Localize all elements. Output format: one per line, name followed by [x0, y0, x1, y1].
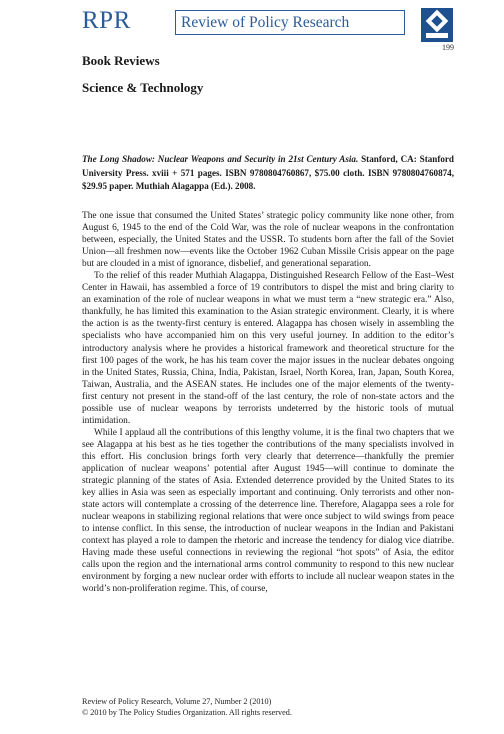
- book-citation: [82, 153, 454, 194]
- page-footer: [82, 696, 454, 718]
- paragraph: To the relief of this reader Muthiah Alagappa, Distinguished Research Fellow of the East–West Center in Hawaii, has assembled a force of 19 contributors to dispel the mist and bring clarity to an examination of the role of nuclear weapons in what we must term a “new strategic era.” Also, thankfully, he has limited this examination to the Asian strategic environment. Clearly, it is where the action is as the twenty-first century is entered. Alagappa has chosen wisely in assembling the specialists who have accompanied him on this very useful journey. In addition to the editor’s introductory analysis where he provides a historical framework and theoretical structure for the first 100 pages of the work, he has his team cover the major issues in the nuclear debates ongoing in the United States, Russia, China, India, Pakistan, Israel, North Korea, Iran, Japan, South Korea, Taiwan, Australia, and the ASEAN states. He includes one of the major elements of the twenty-first century not present in the stand-off of the last century, the role of non-state actors and the possible use of nuclear weapons by terrorists undeterred by the historic tools of mutual intimidation.: [82, 271, 454, 426]
- publisher-logo-icon: [421, 8, 453, 42]
- book-details: Stanford, CA: Stanford University Press. xviii + 571 pages. ISBN 9780804760867, $75.00 cloth. ISBN 9780804760874, $29.95 paper. Muthiah Alagappa (Ed.). 2008.: [82, 154, 454, 191]
- journal-header: [82, 8, 454, 36]
- book-title: The Long Shadow: Nuclear Weapons and Security in 21st Century Asia.: [82, 154, 359, 164]
- journal-abbreviation: RPR: [82, 7, 131, 34]
- paragraph: The one issue that consumed the United States’ strategic policy community like none other, from August 6, 1945 to the end of the Cold War, was the role of nuclear weapons in the confrontation between, especially, the United States and the USSR. To students born after the fall of the Soviet Union—all freshmen now—events like the October 1962 Cuban Missile Crisis appear on the page but are clouded in a mist of ignorance, disbelief, and generational separation.: [82, 211, 454, 270]
- journal-title: Review of Policy Research: [175, 10, 405, 35]
- section-subheading: Science & Technology: [82, 80, 204, 95]
- review-body: [82, 210, 454, 596]
- footer-copyright: © 2010 by The Policy Studies Organization. All rights reserved.: [82, 708, 292, 717]
- paragraph: While I applaud all the contributions of this lengthy volume, it is the final two chapters that we see Alagappa at his best as he ties together the contributions of the many specialists involved in this effort. His conclusion brings forth very clearly that deterrence—thankfully the premier application of nuclear weapons’ potential after August 1945—will continue to dominate the strategic planning of the states of Asia. Extended deterrence provided by the United States to its key allies in Asia was seen as especially important and continuing. Only terrorists and other non-state actors will contemplate a crossing of the deterrence line. Therefore, Alagappa sees a role for nuclear weapons in stabilizing regional relations that were once subject to wild swings from peace to intense conflict. In this sense, the introduction of nuclear weapons in the Indian and Pakistani context has played a role to dampen the rhetoric and increase the tendency for dialog vice diatribe. Having made these useful connections in reviewing the regional “hot spots” of Asia, the editor calls upon the region and the international arms control community to respond to this new nuclear environment by forging a new nuclear order with efforts to include all nuclear weapon states in the world’s non-proliferation regime. This, of course,: [82, 427, 454, 595]
- section-heading: Book Reviews: [82, 53, 160, 68]
- footer-journal-info: Review of Policy Research, Volume 27, Number 2 (2010): [82, 697, 272, 706]
- page-number: 199: [442, 43, 454, 52]
